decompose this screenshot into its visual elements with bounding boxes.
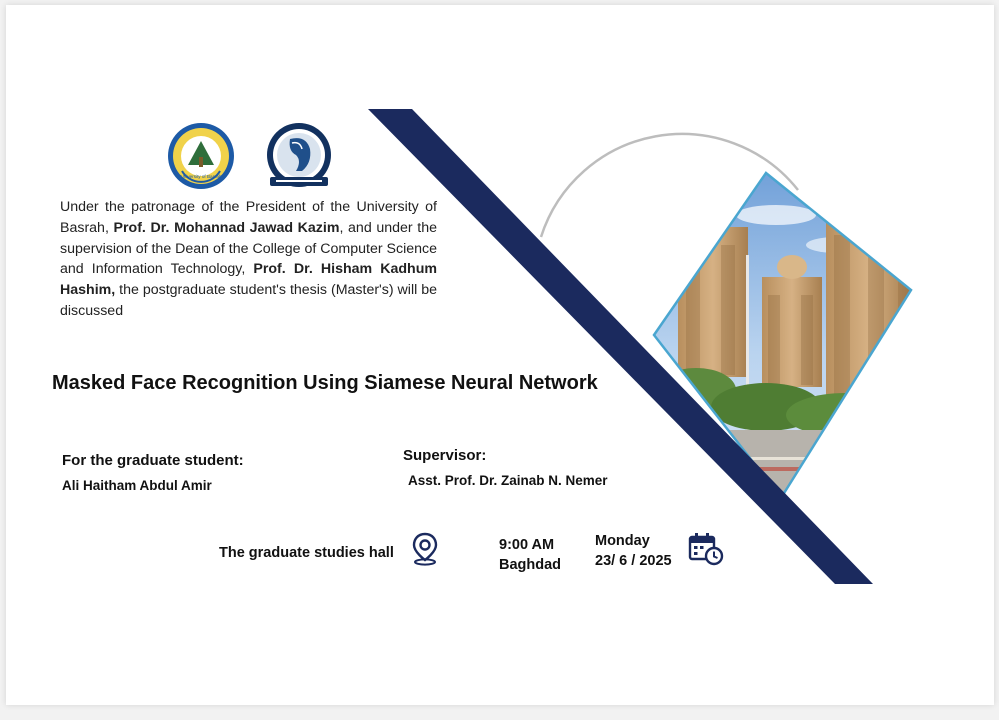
student-name: Ali Haitham Abdul Amir bbox=[62, 478, 212, 493]
intro-paragraph: Under the patronage of the President of the University of Basrah, Prof. Dr. Mohannad Jawad Kazim, and under the supervision of the Dean of the College of Computer Science and Information Technology, Prof. Dr. Hisham Kadhum Hashim, the postgraduate student's thesis (Master's) will be discussed bbox=[60, 199, 437, 319]
announcement-card bbox=[6, 5, 994, 705]
timezone-value: Baghdad bbox=[499, 557, 562, 573]
supervisor-label: Supervisor: bbox=[403, 447, 487, 464]
campus-photo bbox=[646, 165, 941, 510]
president-name: Prof. Dr. Mohannad Jawad Kazim bbox=[113, 219, 340, 236]
time-value: 9:00 AM bbox=[499, 537, 555, 553]
thesis-title: Masked Face Recognition Using Siamese Neural Network bbox=[52, 372, 598, 394]
calendar-clock-icon bbox=[688, 532, 724, 566]
supervisor-name: Asst. Prof. Dr. Zainab N. Nemer bbox=[408, 473, 608, 488]
svg-text:University of Basrah: University of Basrah bbox=[180, 174, 222, 179]
day-value: Monday bbox=[595, 533, 650, 549]
venue-text: The graduate studies hall bbox=[219, 545, 394, 561]
student-label: For the graduate student: bbox=[62, 452, 244, 469]
decorative-artwork bbox=[6, 5, 994, 705]
college-of-computer-science-logo bbox=[262, 121, 336, 193]
dean-name: Prof. Dr. Hisham Kadhum Hashim, bbox=[60, 261, 437, 299]
university-of-basrah-logo bbox=[166, 121, 236, 191]
date-value: 23/ 6 / 2025 bbox=[595, 553, 672, 569]
location-pin-icon bbox=[410, 532, 440, 566]
event-date bbox=[595, 531, 672, 571]
event-time bbox=[499, 535, 561, 575]
